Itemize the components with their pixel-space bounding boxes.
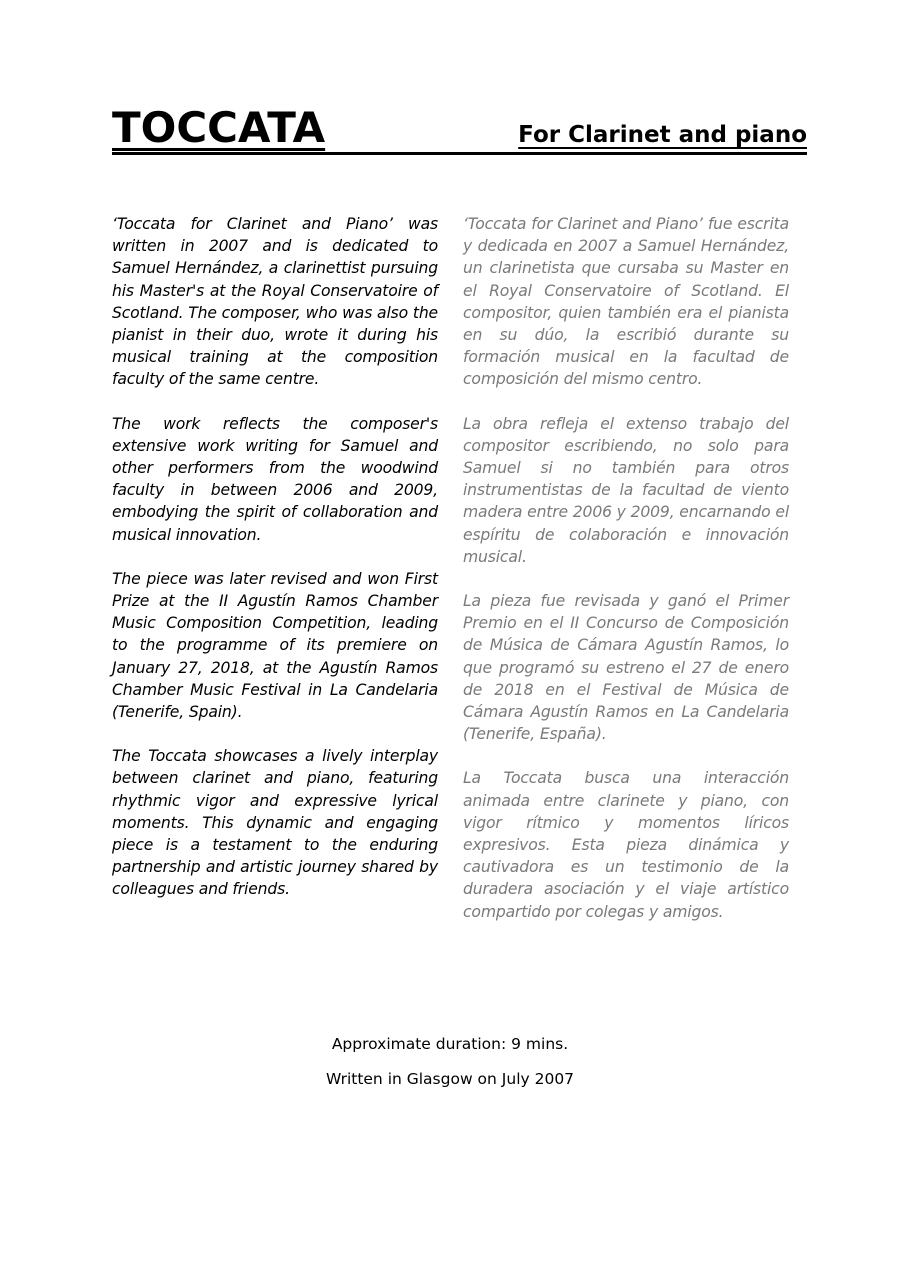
english-paragraph-1: ‘Toccata for Clarinet and Piano’ was written in 2007 and is dedicated to Samuel Hernández, a clarinettist pursuing his Master's at the Royal Conservatoire of Scotland. The composer, who was also the pianist in their duo, wrote it during his musical training at the composition faculty of the same centre. xyxy=(112,215,438,389)
english-column xyxy=(112,213,438,923)
page-subtitle: For Clarinet and piano xyxy=(518,122,807,148)
spanish-paragraph-3: La pieza fue revisada y ganó el Primer Premio en el II Concurso de Composición de Música de Cámara Agustín Ramos, lo que programó su estreno el 27 de enero de 2018 en el Festival de Música de Cámara Agustín Ramos en La Candelaria (Tenerife, España). xyxy=(463,592,789,744)
spanish-column xyxy=(463,213,789,945)
duration-note: Approximate duration: 9 mins. xyxy=(331,1035,569,1053)
english-paragraph-3: The piece was later revised and won First Prize at the II Agustín Ramos Chamber Music Composition Competition, leading to the programme of its premiere on January 27, 2018, at the Agustín Ramos Chamber Music Festival in La Candelaria (Tenerife, Spain). xyxy=(112,569,438,722)
english-paragraph-4: The Toccata showcases a lively interplay between clarinet and piano, featuring rhythmic vigor and expressive lyrical moments. This dynamic and engaging piece is a testament to the enduring partnership and artistic journey shared by colleagues and friends. xyxy=(112,747,438,899)
page-header xyxy=(112,104,807,155)
written-note: Written in Glasgow on July 2007 xyxy=(325,1070,575,1088)
spanish-paragraph-2: La obra refleja el extenso trabajo del compositor escribiendo, no solo para Samuel si no también para otros instrumentistas de la facultad de viento madera entre 2006 y 2009, encarnando el espíritu de colaboración e innovación musical. xyxy=(463,414,789,566)
english-paragraph-2: The work reflects the composer's extensive work writing for Samuel and other performers from the woodwind faculty in between 2006 and 2009, embodying the spirit of collaboration and musical innovation. xyxy=(112,414,438,544)
spanish-paragraph-4: La Toccata busca una interacción animada entre clarinete y piano, con vigor rítmico y momentos líricos expresivos. Esta pieza dinámica y cautivadora es un testimonio de la duradera asociación y el viaje artístico compartido por colegas y amigos. xyxy=(463,769,789,921)
page-title: TOCCATA xyxy=(112,103,326,152)
spanish-paragraph-1: ‘Toccata for Clarinet and Piano’ fue escrita y dedicada en 2007 a Samuel Hernández, un clarinetista que cursaba su Master en el Royal Conservatoire of Scotland. El compositor, quien también era el pianista en su dúo, la escribió durante su formación musical en la facultad de composición del mismo centro. xyxy=(463,215,789,389)
